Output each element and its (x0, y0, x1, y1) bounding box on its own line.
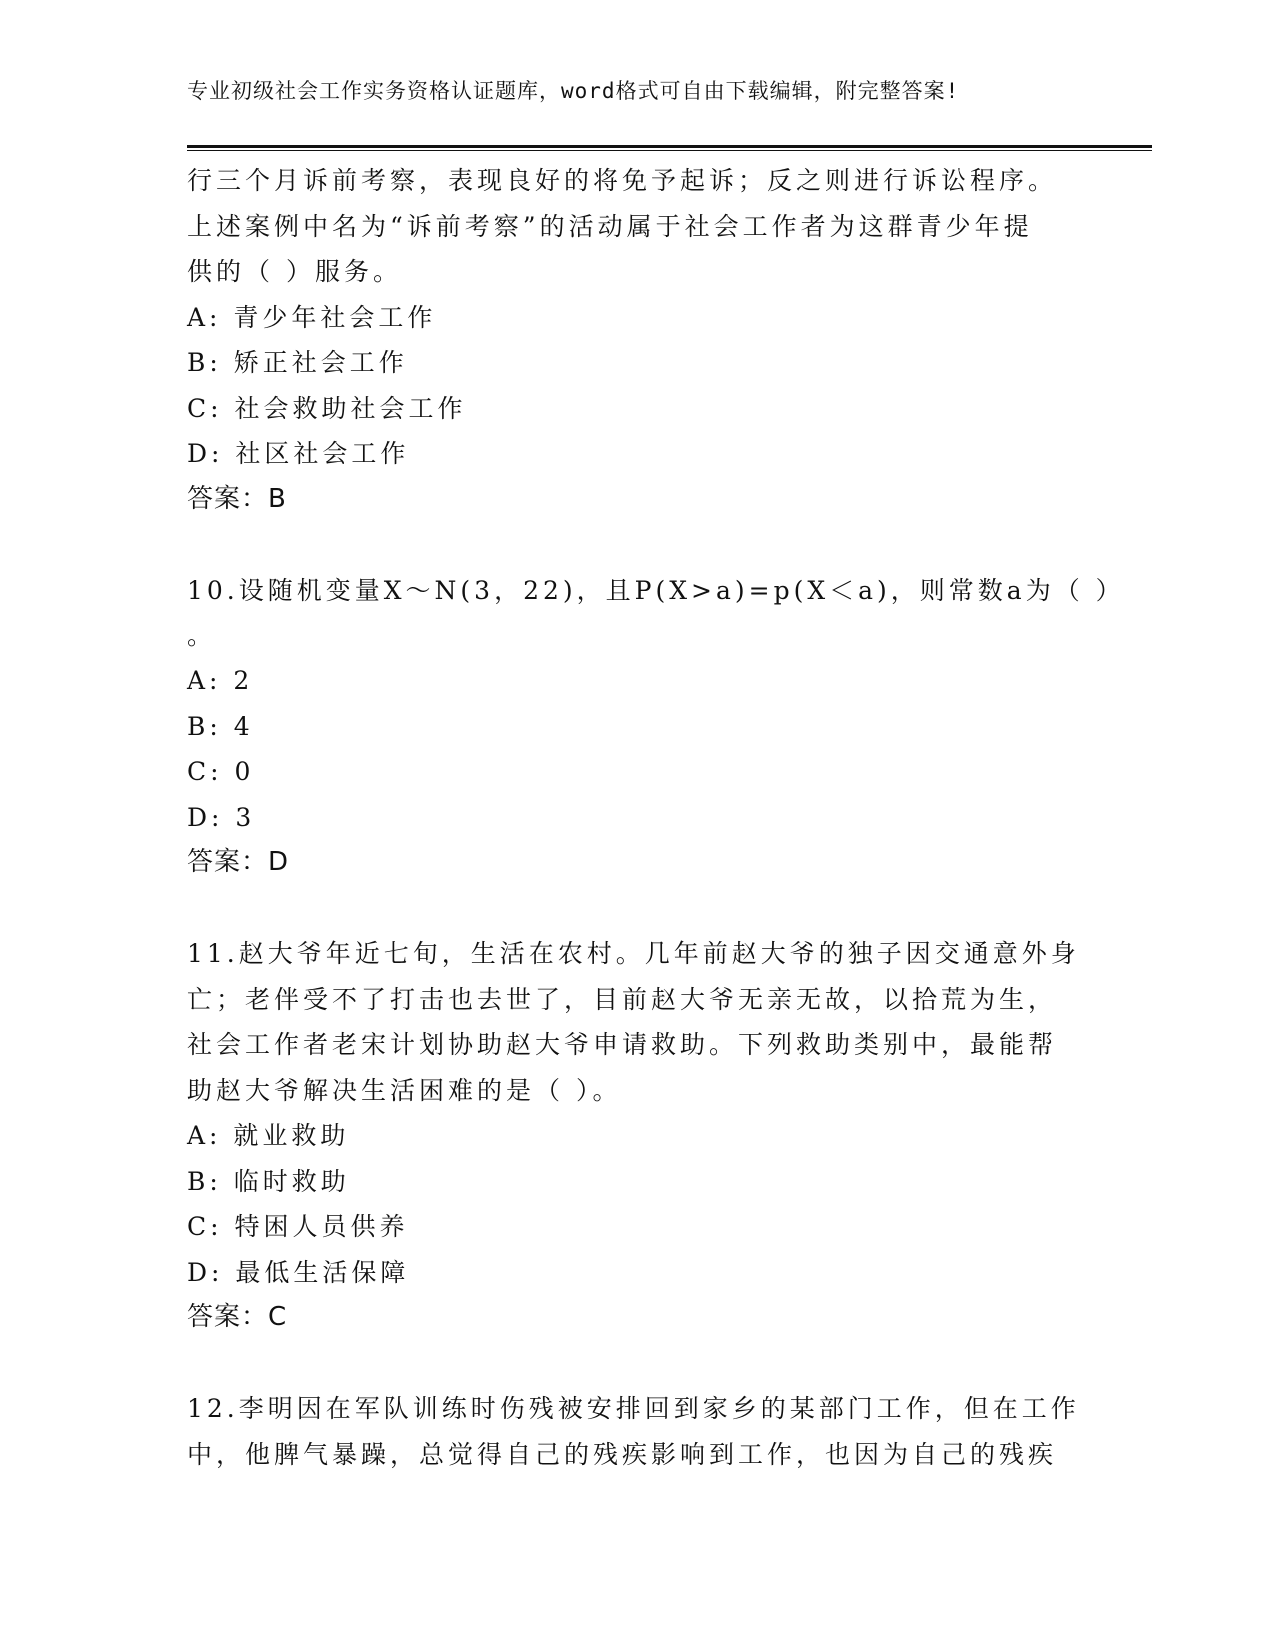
question-spacer (187, 1341, 1087, 1387)
question-text-line: 助赵大爷解决生活困难的是（ ）。 (187, 1075, 622, 1105)
answer-label: 答案：D (187, 847, 290, 877)
option-d: D: 社区社会工作 (187, 439, 410, 468)
question-11 (187, 931, 1087, 1341)
option-a: A: 青少年社会工作 (187, 302, 437, 332)
question-text-line: 12.李明因在军队训练时伤残被安排回到家乡的某部门工作，但在工作 (187, 1394, 1080, 1423)
option-c: C: 0 (187, 757, 255, 786)
option-b: B: 4 (187, 711, 254, 741)
option-c: C: 社会救助社会工作 (187, 393, 467, 423)
question-text-line: 行三个月诉前考察，表现良好的将免予起诉；反之则进行诉讼程序。 (187, 166, 1058, 195)
answer-label: 答案：C (187, 1302, 288, 1332)
question-12 (187, 1386, 1087, 1477)
page-header: 专业初级社会工作实务资格认证题库，word格式可自由下载编辑，附完整答案! (187, 79, 960, 103)
option-b: B: 矫正社会工作 (187, 348, 408, 377)
question-text-line: 供的（ ）服务。 (187, 257, 402, 286)
question-spacer (187, 886, 1087, 932)
question-9-continuation (187, 158, 1087, 522)
question-text-line: 。 (187, 621, 217, 650)
option-d: D: 3 (187, 802, 256, 832)
question-text-line: 上述案例中名为“诉前考察”的活动属于社会工作者为这群青少年提 (187, 211, 1033, 241)
option-d: D: 最低生活保障 (187, 1257, 410, 1287)
header-rule-thick (187, 145, 1152, 148)
question-10 (187, 568, 1125, 886)
question-content (187, 158, 1125, 1477)
question-text-line: 社会工作者老宋计划协助赵大爷申请救助。下列救助类别中，最能帮 (187, 1030, 1058, 1059)
answer-label: 答案：B (187, 483, 287, 514)
question-text-line: 10.设随机变量X～N(3，22)，且P(X>a)=p(X＜a)，则常数a为（ ） (187, 575, 1125, 605)
option-c: C: 特困人员供养 (187, 1212, 409, 1241)
header-rule-thin (187, 150, 1152, 151)
question-spacer (187, 522, 1087, 568)
option-a: A: 就业救助 (187, 1121, 350, 1150)
question-text-line: 亡；老伴受不了打击也去世了，目前赵大爷无亲无故，以拾荒为生， (187, 984, 1058, 1014)
question-text-line: 11.赵大爷年近七旬，生活在农村。几年前赵大爷的独子因交通意外身 (187, 939, 1080, 968)
question-text-line: 中，他脾气暴躁，总觉得自己的残疾影响到工作，也因为自己的残疾 (187, 1439, 1058, 1469)
option-b: B: 临时救助 (187, 1166, 350, 1196)
option-a: A: 2 (187, 666, 254, 695)
